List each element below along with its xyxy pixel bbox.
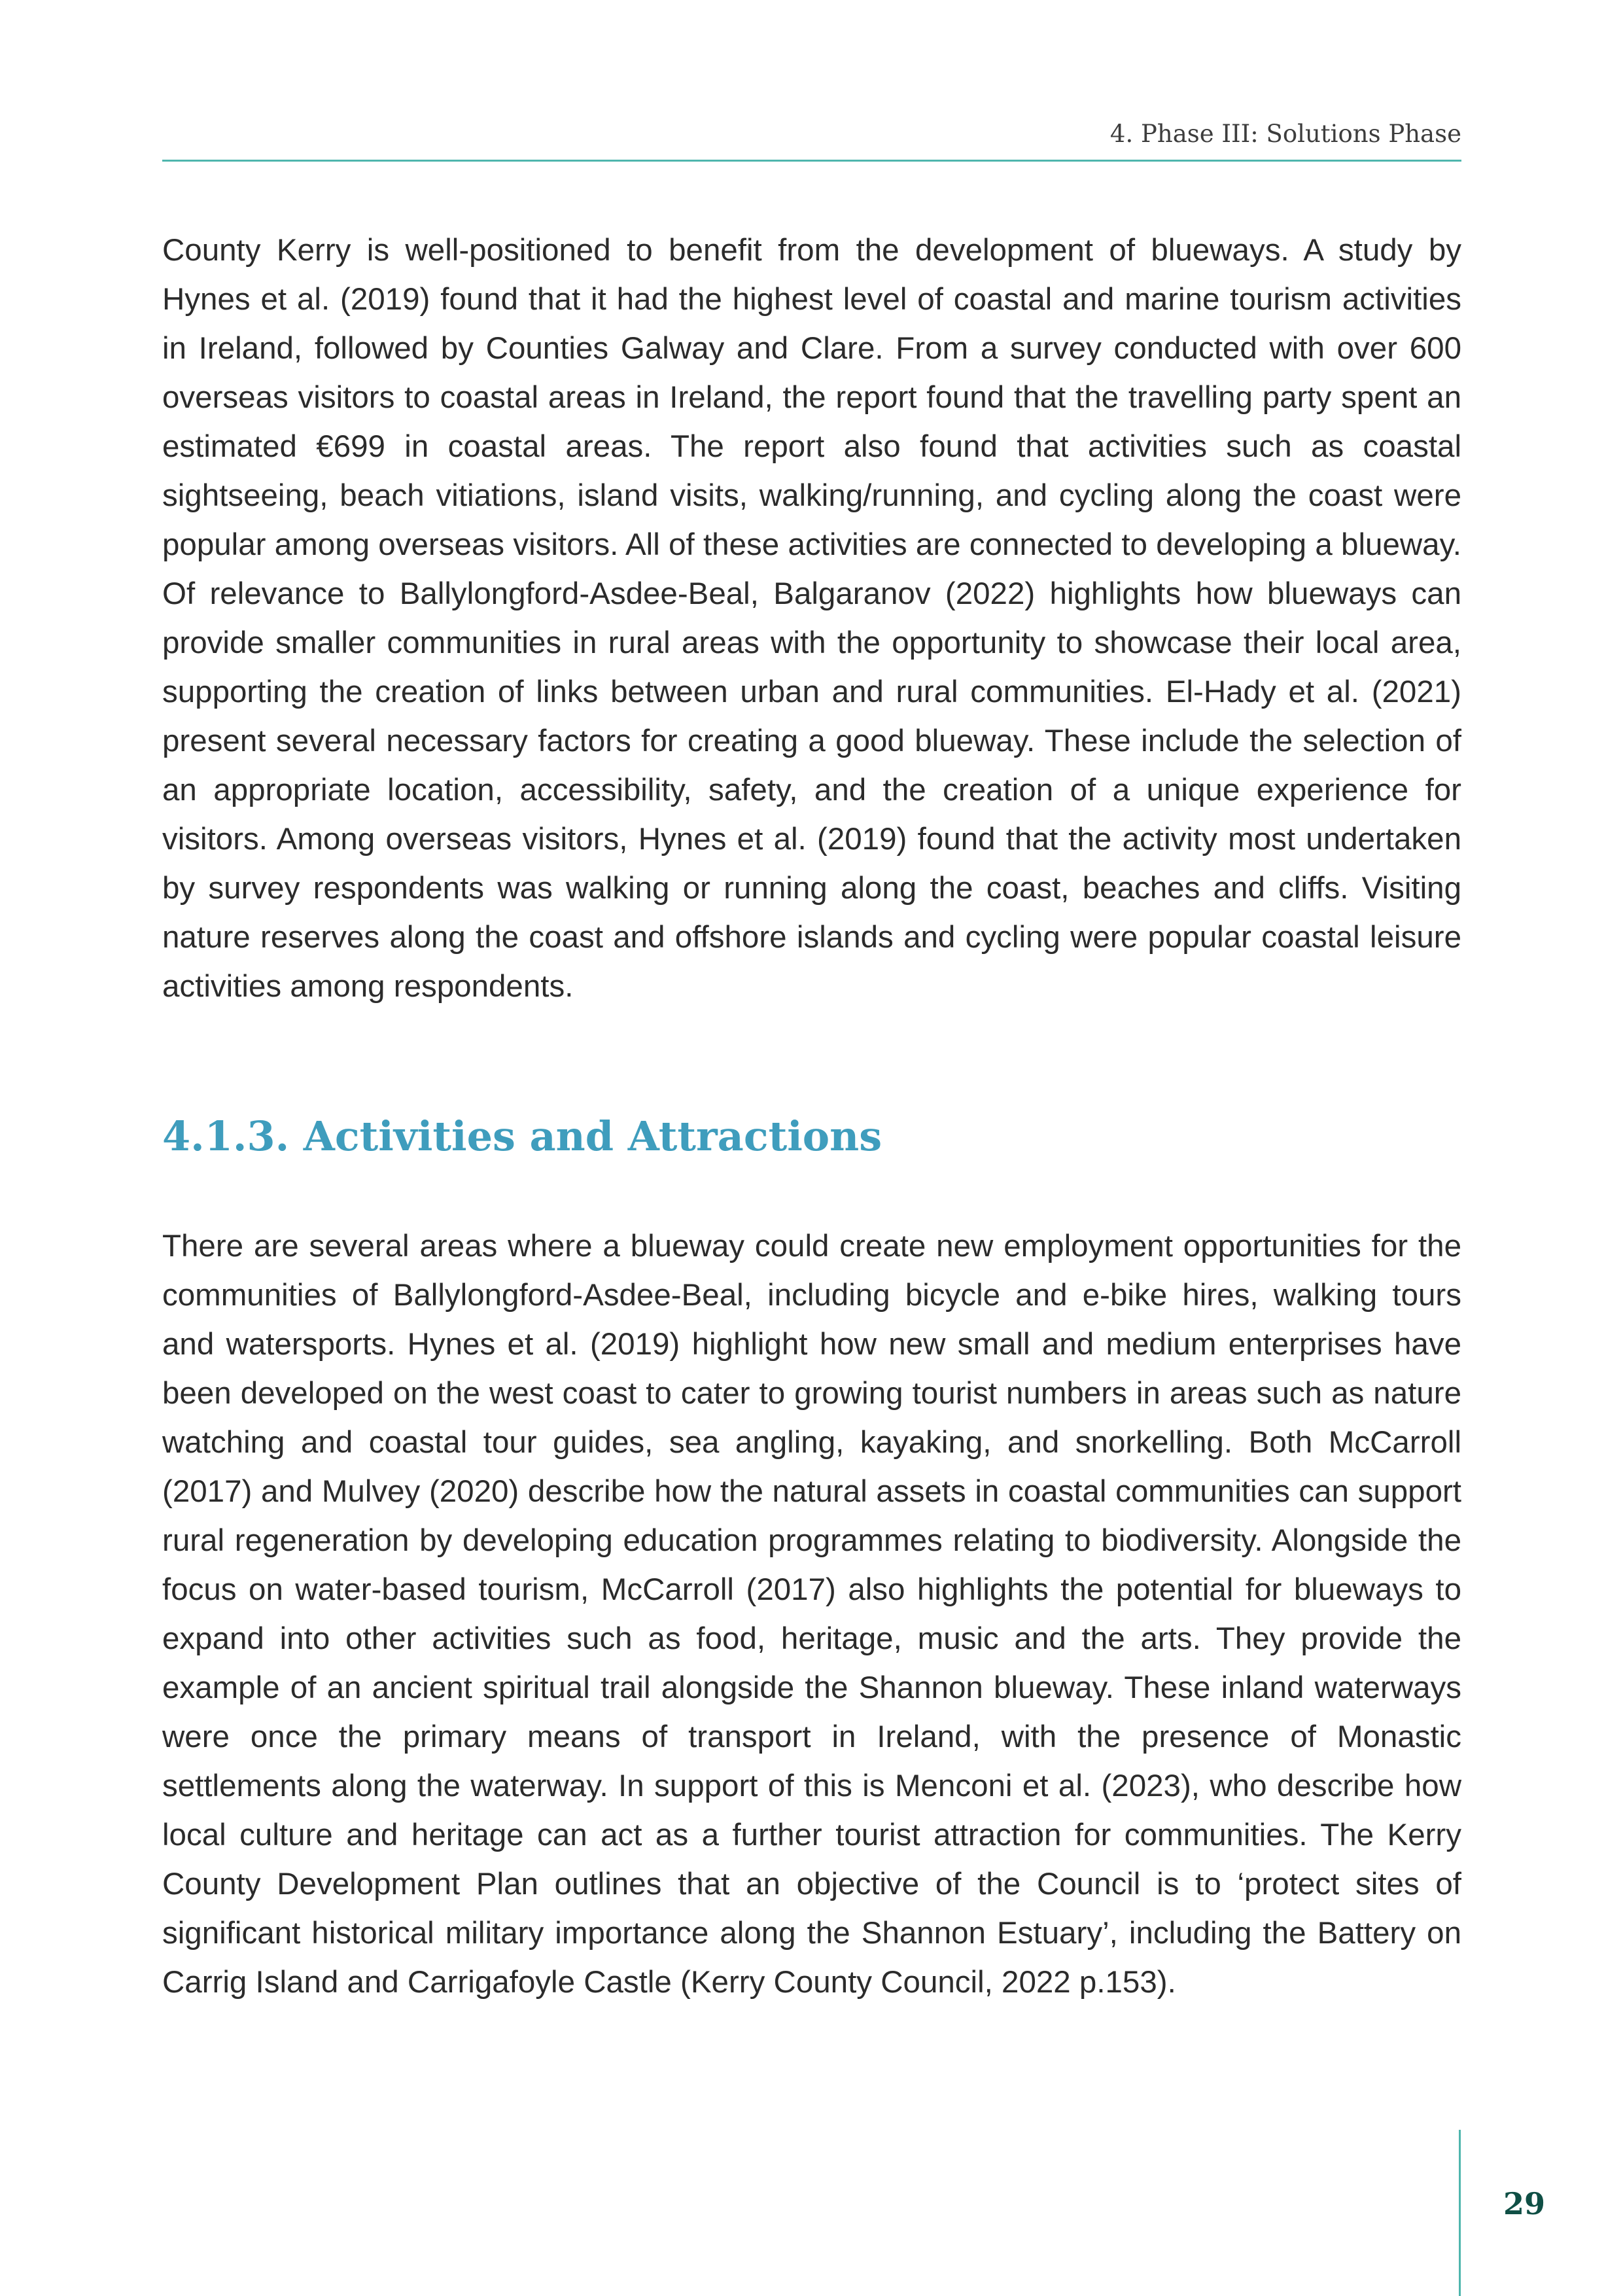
page-number: 29 (1503, 2186, 1545, 2221)
page-number-divider (1459, 2130, 1461, 2296)
section-heading: 4.1.3. Activities and Attractions (162, 1112, 882, 1160)
running-header: 4. Phase III: Solutions Phase (1109, 120, 1461, 148)
body-paragraph-1: County Kerry is well-positioned to benefit from the development of blueways. A study by Hynes et al. (2019) found that it had the highest level of coastal and marine tourism activities in Ireland, followed by Counties Galway and Clare. From a survey conducted with over 600 overseas visitors to coastal areas in Ireland, the report found that the travelling party spent an estimated €699 in coastal areas. The report also found that activities such as coastal sightseeing, beach vitiations, island visits, walking/running, and cycling along the coast were popular among overseas visitors. All of these activities are connected to developing a blueway. Of relevance to Ballylongford-Asdee-Beal, Balgaranov (2022) highlights how blueways can provide smaller communities in rural areas with the opportunity to showcase their local area, supporting the creation of links between urban and rural communities. El-Hady et al. (2021) present several necessary factors for creating a good blueway. These include the selection of an appropriate location, accessibility, safety, and the creation of a unique experience for visitors. Among overseas visitors, Hynes et al. (2019) found that the activity most undertaken by survey respondents was walking or running along the coast, beaches and cliffs. Visiting nature reserves along the coast and offshore islands and cycling were popular coastal leisure activities among respondents. (162, 233, 1461, 1004)
body-paragraph-2: There are several areas where a blueway could create new employment opportunities for the communities of Ballylongford-Asdee-Beal, including bicycle and e-bike hires, walking tours and watersports. Hynes et al. (2019) highlight how new small and medium enterprises have been developed on the west coast to cater to growing tourist numbers in areas such as nature watching and coastal tour guides, sea angling, kayaking, and snorkelling. Both McCarroll (2017) and Mulvey (2020) describe how the natural assets in coastal communities can support rural regeneration by developing education programmes relating to biodiversity. Alongside the focus on water-based tourism, McCarroll (2017) also highlights the potential for blueways to expand into other activities such as food, heritage, music and the arts. They provide the example of an ancient spiritual trail alongside the Shannon blueway. These inland waterways were once the primary means of transport in Ireland, with the presence of Monastic settlements along the waterway. In support of this is Menconi et al. (2023), who describe how local culture and heritage can act as a further tourist attraction for communities. The Kerry County Development Plan outlines that an objective of the Council is to ‘protect sites of significant historical military importance along the Shannon Estuary’, including the Battery on Carrig Island and Carrigafoyle Castle (Kerry County Council, 2022 p.153). (162, 1229, 1461, 2000)
header-divider (162, 160, 1461, 162)
